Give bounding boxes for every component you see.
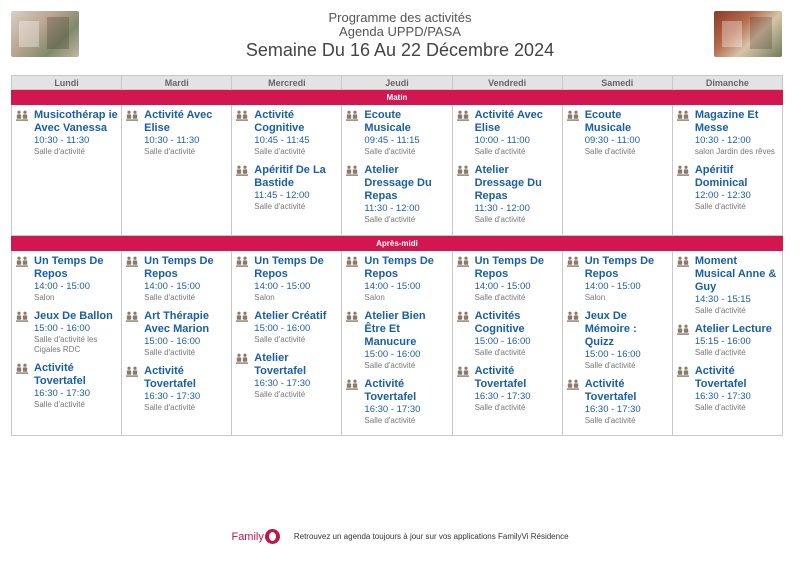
activity-text: [144, 365, 228, 413]
activity-time: 14:00 - 15:00: [364, 281, 421, 292]
day-header: Lundi: [12, 76, 122, 90]
weekly-calendar: [11, 75, 783, 436]
activity-text: [254, 255, 338, 303]
activity-text: [475, 255, 559, 303]
activity-text: [254, 164, 338, 212]
activity-item: [567, 109, 669, 157]
activity-item: [16, 109, 118, 157]
activity-text: [364, 109, 448, 157]
activity-location: Salle d'activité: [584, 361, 636, 370]
activity-time: 10:00 - 11:00: [474, 135, 530, 146]
people-group-icon: [16, 311, 28, 323]
activity-location: Salle d'activité: [254, 390, 306, 399]
activity-item: [346, 378, 448, 426]
activity-location: Salle d'activité: [694, 403, 746, 412]
day-header: Vendredi: [452, 76, 562, 90]
activity-location: Salon: [34, 293, 55, 302]
activity-text: [364, 164, 448, 225]
people-group-icon: [346, 256, 358, 268]
activity-item: [16, 255, 118, 303]
people-group-icon: [457, 110, 469, 122]
day-cell: [122, 105, 232, 236]
activity-text: [475, 164, 559, 225]
activity-location: Salle d'activité: [254, 147, 306, 156]
activity-time: 16:30 - 17:30: [364, 404, 421, 415]
activity-location: Salle d'activité: [584, 147, 636, 156]
activity-text: [695, 109, 779, 157]
activity-item: [346, 109, 448, 157]
activity-location: Salle d'activité: [254, 335, 306, 344]
activity-location: Salle d'activité: [364, 416, 416, 425]
activity-location: Salle d'activité: [584, 416, 636, 425]
activity-time: 14:00 - 15:00: [144, 281, 201, 292]
people-group-icon: [346, 110, 358, 122]
activity-location: Salle d'activité: [694, 348, 746, 357]
activity-item: [677, 365, 779, 413]
people-group-icon: [346, 379, 358, 391]
activity-item: [236, 109, 338, 157]
activity-text: [695, 323, 779, 358]
activity-item: [677, 323, 779, 358]
activity-text: [695, 365, 779, 413]
activity-title: Moment Musical Anne & Guy: [694, 255, 777, 293]
activity-title: Atelier Dressage Du Repas: [474, 164, 542, 202]
logo-mark-icon: [265, 529, 280, 544]
activity-text: [585, 255, 669, 303]
people-group-icon: [236, 311, 248, 323]
activity-location: Salon: [364, 293, 385, 302]
day-cell: [342, 105, 452, 236]
activity-title: Un Temps De Repos: [584, 255, 655, 280]
morning-band: Matin: [12, 90, 783, 105]
activity-item: [457, 164, 559, 225]
people-group-icon: [567, 311, 579, 323]
activity-item: [346, 164, 448, 225]
activity-text: [585, 310, 669, 371]
people-group-icon: [16, 256, 28, 268]
people-group-icon: [126, 311, 138, 323]
people-group-icon: [677, 110, 689, 122]
day-header: Jeudi: [342, 76, 452, 90]
people-group-icon: [677, 366, 689, 378]
activity-time: 16:30 - 17:30: [474, 391, 531, 402]
activity-time: 15:00 - 16:00: [364, 349, 421, 360]
activity-title: Apéritif De La Bastide: [254, 164, 326, 189]
activity-item: [457, 255, 559, 303]
activity-location: Salle d'activité: [694, 306, 746, 315]
activity-text: [34, 310, 118, 355]
morning-band-row: [12, 90, 783, 105]
activity-item: [346, 310, 448, 371]
activity-title: Activité Avec Elise: [144, 109, 213, 134]
people-group-icon: [16, 110, 28, 122]
activity-time: 16:30 - 17:30: [694, 391, 751, 402]
activity-time: 16:30 - 17:30: [34, 388, 90, 399]
day-cell: [342, 251, 452, 436]
activity-item: [677, 255, 779, 316]
activity-item: [126, 109, 228, 157]
activity-text: [34, 362, 118, 410]
page-header: [100, 11, 700, 61]
activity-title: Atelier Créatif: [254, 310, 327, 322]
day-cell: [232, 105, 342, 236]
activity-time: 10:30 - 11:30: [34, 135, 90, 146]
activity-title: Atelier Lecture: [694, 323, 772, 335]
activity-title: Activité Tovertafel: [474, 365, 527, 390]
day-cell: [232, 251, 342, 436]
activity-title: Apéritif Dominical: [694, 164, 748, 189]
activity-time: 15:00 - 16:00: [254, 323, 311, 334]
activity-location: Salon: [584, 293, 606, 302]
activity-title: Jeux De Ballon: [34, 310, 113, 322]
week-heading: Semaine Du 16 Au 22 Décembre 2024: [245, 40, 555, 60]
afternoon-band: Après-midi: [12, 236, 783, 251]
activity-item: [677, 164, 779, 212]
activity-time: 15:00 - 16:00: [474, 336, 531, 347]
residence-photo-left: [11, 11, 79, 57]
people-group-icon: [457, 165, 469, 177]
people-group-icon: [457, 366, 469, 378]
activity-location: Salle d'activité: [474, 293, 526, 302]
activity-title: Un Temps De Repos: [364, 255, 434, 280]
footer-text: Retrouvez un agenda toujours à jour sur vos applications FamilyVi Résidence: [293, 532, 569, 541]
people-group-icon: [567, 379, 579, 391]
activity-title: Un Temps De Repos: [144, 255, 214, 280]
activity-item: [126, 365, 228, 413]
familyvi-logo: [231, 529, 279, 544]
activity-time: 14:00 - 15:00: [34, 281, 90, 292]
afternoon-band-row: [12, 236, 783, 251]
activity-item: [567, 255, 669, 303]
activity-text: [34, 255, 118, 303]
day-header: Mercredi: [232, 76, 342, 90]
activity-title: Un Temps De Repos: [474, 255, 545, 280]
activity-time: 14:00 - 15:00: [584, 281, 641, 292]
activity-location: Salle d'activité: [474, 403, 526, 412]
people-group-icon: [457, 311, 469, 323]
activity-item: [236, 352, 338, 400]
day-cell: [562, 251, 672, 436]
activity-title: Activités Cognitive: [474, 310, 525, 335]
activity-time: 10:30 - 12:00: [694, 135, 751, 146]
activity-time: 15:00 - 16:00: [34, 323, 90, 334]
activity-location: salon Jardin des rêves: [694, 147, 775, 156]
page-title: Programme des activités: [328, 10, 472, 25]
activity-title: Art Thérapie Avec Marion: [144, 310, 210, 335]
activity-time: 09:45 - 11:15: [364, 135, 420, 146]
day-header-row: [12, 76, 783, 90]
activity-text: [585, 378, 669, 426]
people-group-icon: [677, 256, 689, 268]
activity-time: 16:30 - 17:30: [144, 391, 201, 402]
page-subtitle: Agenda UPPD/PASA: [339, 24, 461, 39]
activity-text: [144, 255, 228, 303]
activity-time: 11:45 - 12:00: [254, 190, 310, 201]
day-cell: [452, 105, 562, 236]
people-group-icon: [236, 256, 248, 268]
activity-text: [585, 109, 669, 157]
activity-title: Magazine Et Messe: [694, 109, 759, 134]
people-group-icon: [126, 366, 138, 378]
people-group-icon: [677, 324, 689, 336]
activity-title: Atelier Dressage Du Repas: [364, 164, 432, 202]
activity-location: Salle d'activité: [144, 348, 196, 357]
activity-location: Salle d'activité: [474, 215, 526, 224]
activity-location: Salle d'activité: [144, 147, 196, 156]
activity-text: [144, 109, 228, 157]
activity-item: [457, 310, 559, 358]
day-cell: [562, 105, 672, 236]
people-group-icon: [567, 110, 579, 122]
activity-title: Un Temps De Repos: [254, 255, 324, 280]
activity-location: Salle d'activité: [34, 147, 85, 156]
activity-title: Atelier Bien Être Et Manucure: [364, 310, 426, 348]
activity-text: [364, 310, 448, 371]
day-cell: [452, 251, 562, 436]
activity-location: Salle d'activité: [254, 202, 306, 211]
activity-text: [364, 378, 448, 426]
activity-time: 15:00 - 16:00: [584, 349, 641, 360]
activity-item: [457, 365, 559, 413]
activity-title: Jeux De Mémoire : Quizz: [584, 310, 637, 348]
activity-text: [254, 310, 338, 345]
people-group-icon: [457, 256, 469, 268]
activity-title: Activité Cognitive: [254, 109, 305, 134]
activity-text: [695, 255, 779, 316]
activity-item: [236, 255, 338, 303]
activity-time: 15:15 - 16:00: [694, 336, 751, 347]
activity-title: Activité Tovertafel: [144, 365, 196, 390]
people-group-icon: [567, 256, 579, 268]
activity-text: [144, 310, 228, 358]
people-group-icon: [677, 165, 689, 177]
activity-location: Salle d'activité: [364, 361, 416, 370]
activity-item: [236, 164, 338, 212]
residence-photo-right: [714, 11, 782, 57]
activity-time: 10:30 - 11:30: [144, 135, 200, 146]
people-group-icon: [236, 165, 248, 177]
day-cell: [12, 105, 122, 236]
activity-text: [254, 109, 338, 157]
activity-location: Salle d'activité les Cigales RDC: [34, 335, 98, 354]
activity-title: Un Temps De Repos: [34, 255, 104, 280]
activity-time: 12:00 - 12:30: [694, 190, 751, 201]
day-cell: [672, 105, 782, 236]
day-cell: [672, 251, 782, 436]
day-header: Mardi: [122, 76, 232, 90]
activity-text: [475, 365, 559, 413]
people-group-icon: [236, 110, 248, 122]
activity-item: [457, 109, 559, 157]
people-group-icon: [126, 256, 138, 268]
activity-location: Salle d'activité: [694, 202, 746, 211]
afternoon-row: [12, 251, 783, 436]
activity-text: [34, 109, 118, 157]
activity-time: 15:00 - 16:00: [144, 336, 201, 347]
logo-text: Family: [231, 530, 264, 543]
activity-item: [16, 362, 118, 410]
activity-location: Salle d'activité: [364, 147, 416, 156]
activity-location: Salle d'activité: [474, 147, 526, 156]
activity-item: [567, 378, 669, 426]
morning-row: [12, 105, 783, 236]
activity-title: Activité Tovertafel: [584, 378, 637, 403]
activity-text: [364, 255, 448, 303]
activity-text: [475, 109, 559, 157]
activity-time: 14:00 - 15:00: [254, 281, 311, 292]
activity-time: 16:30 - 17:30: [584, 404, 641, 415]
activity-text: [475, 310, 559, 358]
activity-time: 16:30 - 17:30: [254, 378, 311, 389]
activity-text: [695, 164, 779, 212]
people-group-icon: [126, 110, 138, 122]
day-cell: [122, 251, 232, 436]
activity-title: Ecoute Musicale: [584, 109, 632, 134]
activity-location: Salle d'activité: [364, 215, 416, 224]
activity-text: [254, 352, 338, 400]
activity-location: Salle d'activité: [144, 403, 196, 412]
day-header: Samedi: [562, 76, 672, 90]
activity-location: Salle d'activité: [34, 400, 85, 409]
activity-time: 11:30 - 12:00: [364, 203, 420, 214]
activity-title: Activité Tovertafel: [34, 362, 86, 387]
page-footer: [0, 529, 800, 544]
activity-title: Activité Tovertafel: [694, 365, 747, 390]
activity-time: 14:00 - 15:00: [474, 281, 531, 292]
activity-title: Activité Avec Elise: [474, 109, 543, 134]
activity-title: Activité Tovertafel: [364, 378, 417, 403]
people-group-icon: [346, 165, 358, 177]
activity-time: 10:45 - 11:45: [254, 135, 310, 146]
people-group-icon: [16, 363, 28, 375]
day-cell: [12, 251, 122, 436]
activity-item: [677, 109, 779, 157]
people-group-icon: [236, 353, 248, 365]
activity-item: [236, 310, 338, 345]
activity-time: 14:30 - 15:15: [694, 294, 751, 305]
activity-location: Salle d'activité: [144, 293, 196, 302]
activity-item: [346, 255, 448, 303]
activity-title: Atelier Tovertafel: [254, 352, 307, 377]
activity-time: 09:30 - 11:00: [584, 135, 640, 146]
day-header: Dimanche: [672, 76, 782, 90]
activity-title: Musicothérap ie Avec Vanessa: [34, 109, 118, 134]
activity-item: [567, 310, 669, 371]
activity-item: [16, 310, 118, 355]
activity-item: [126, 255, 228, 303]
people-group-icon: [346, 311, 358, 323]
activity-title: Ecoute Musicale: [364, 109, 411, 134]
activity-time: 11:30 - 12:00: [474, 203, 530, 214]
activity-location: Salle d'activité: [474, 348, 526, 357]
activity-item: [126, 310, 228, 358]
activity-location: Salon: [254, 293, 275, 302]
